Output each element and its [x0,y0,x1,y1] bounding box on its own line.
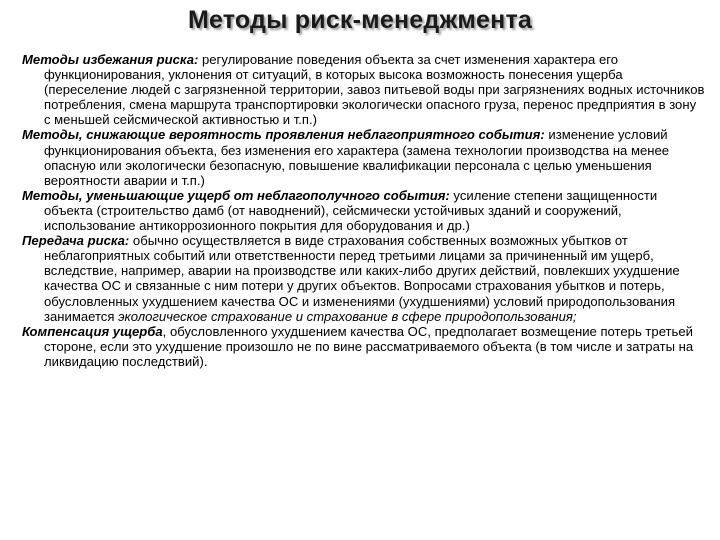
heading-risk-avoidance: Методы избежания риска: [22,52,199,67]
content-body [22,52,706,369]
heading-damage-compensation: Компенсация ущерба [22,323,163,339]
text-damage-compensation: , обусловленного ухудшением качества ОС, предполагает возмещение потерь третьей стороне, если это ухудшение произошло не по вине рассматриваемого объекта (в том числе и затраты на ликвидацию последствий). [44,323,694,369]
paragraph-probability-reduction [22,127,706,187]
paragraph-damage-compensation [22,324,706,369]
paragraph-risk-avoidance [22,52,706,127]
text-risk-avoidance: регулирование поведения объекта за счет изменения характера его функционирования, уклонения от ситуаций, в которых высока возможность понесения ущерба (переселение людей с загрязненной территории, завоз питьевой воды при загрязнениях водных источников потребления, смена маршрута транспортировки экологически опасного груза, перенос предприятия в зону с меньшей сейсмической активностью и т.п.) [44,52,705,128]
heading-damage-reduction: Методы, уменьшающие ущерб от неблагополучного события: [22,187,450,203]
text-damage-reduction: усиление степени защищенности объекта (строительство дамб (от наводнений), сейсмически устойчивых зданий и сооружений, использование антикоррозионного покрытия для оборудования и др.) [44,187,658,234]
text-risk-transfer: обычно осуществляется в виде страхования собственных возможных убытков от неблагоприятных событий или ответственности перед третьими лицами за причиненный им ущерб, вследствие, например, аварии на производстве или каких-либо других действий, повлекших ухудшение качества ОС и связанные с ним потери у других объектов. Вопросами страхования убытков и потерь, обусловленных ухудшением качества ОС и изменениями (ухудшениями) условий природопользования занимается [44,233,680,324]
heading-risk-transfer: Передача риска: [22,233,130,249]
paragraph-damage-reduction [22,188,706,233]
paragraph-risk-transfer [22,233,706,324]
text-risk-transfer-italic: экологическое страхование и страхование в сфере природопользования; [118,308,577,324]
heading-probability-reduction: Методы, снижающие вероятность проявления неблагоприятного события: [22,127,545,143]
slide-title: Методы риск-менеджмента [187,6,533,34]
text-probability-reduction: изменение условий функционирования объекта, без изменения его характера (замена технологии производства на менее опасную или экологически безопасную, повышение квалификации персонала с целью уменьшения вероятности аварии и т.п.) [44,127,670,188]
